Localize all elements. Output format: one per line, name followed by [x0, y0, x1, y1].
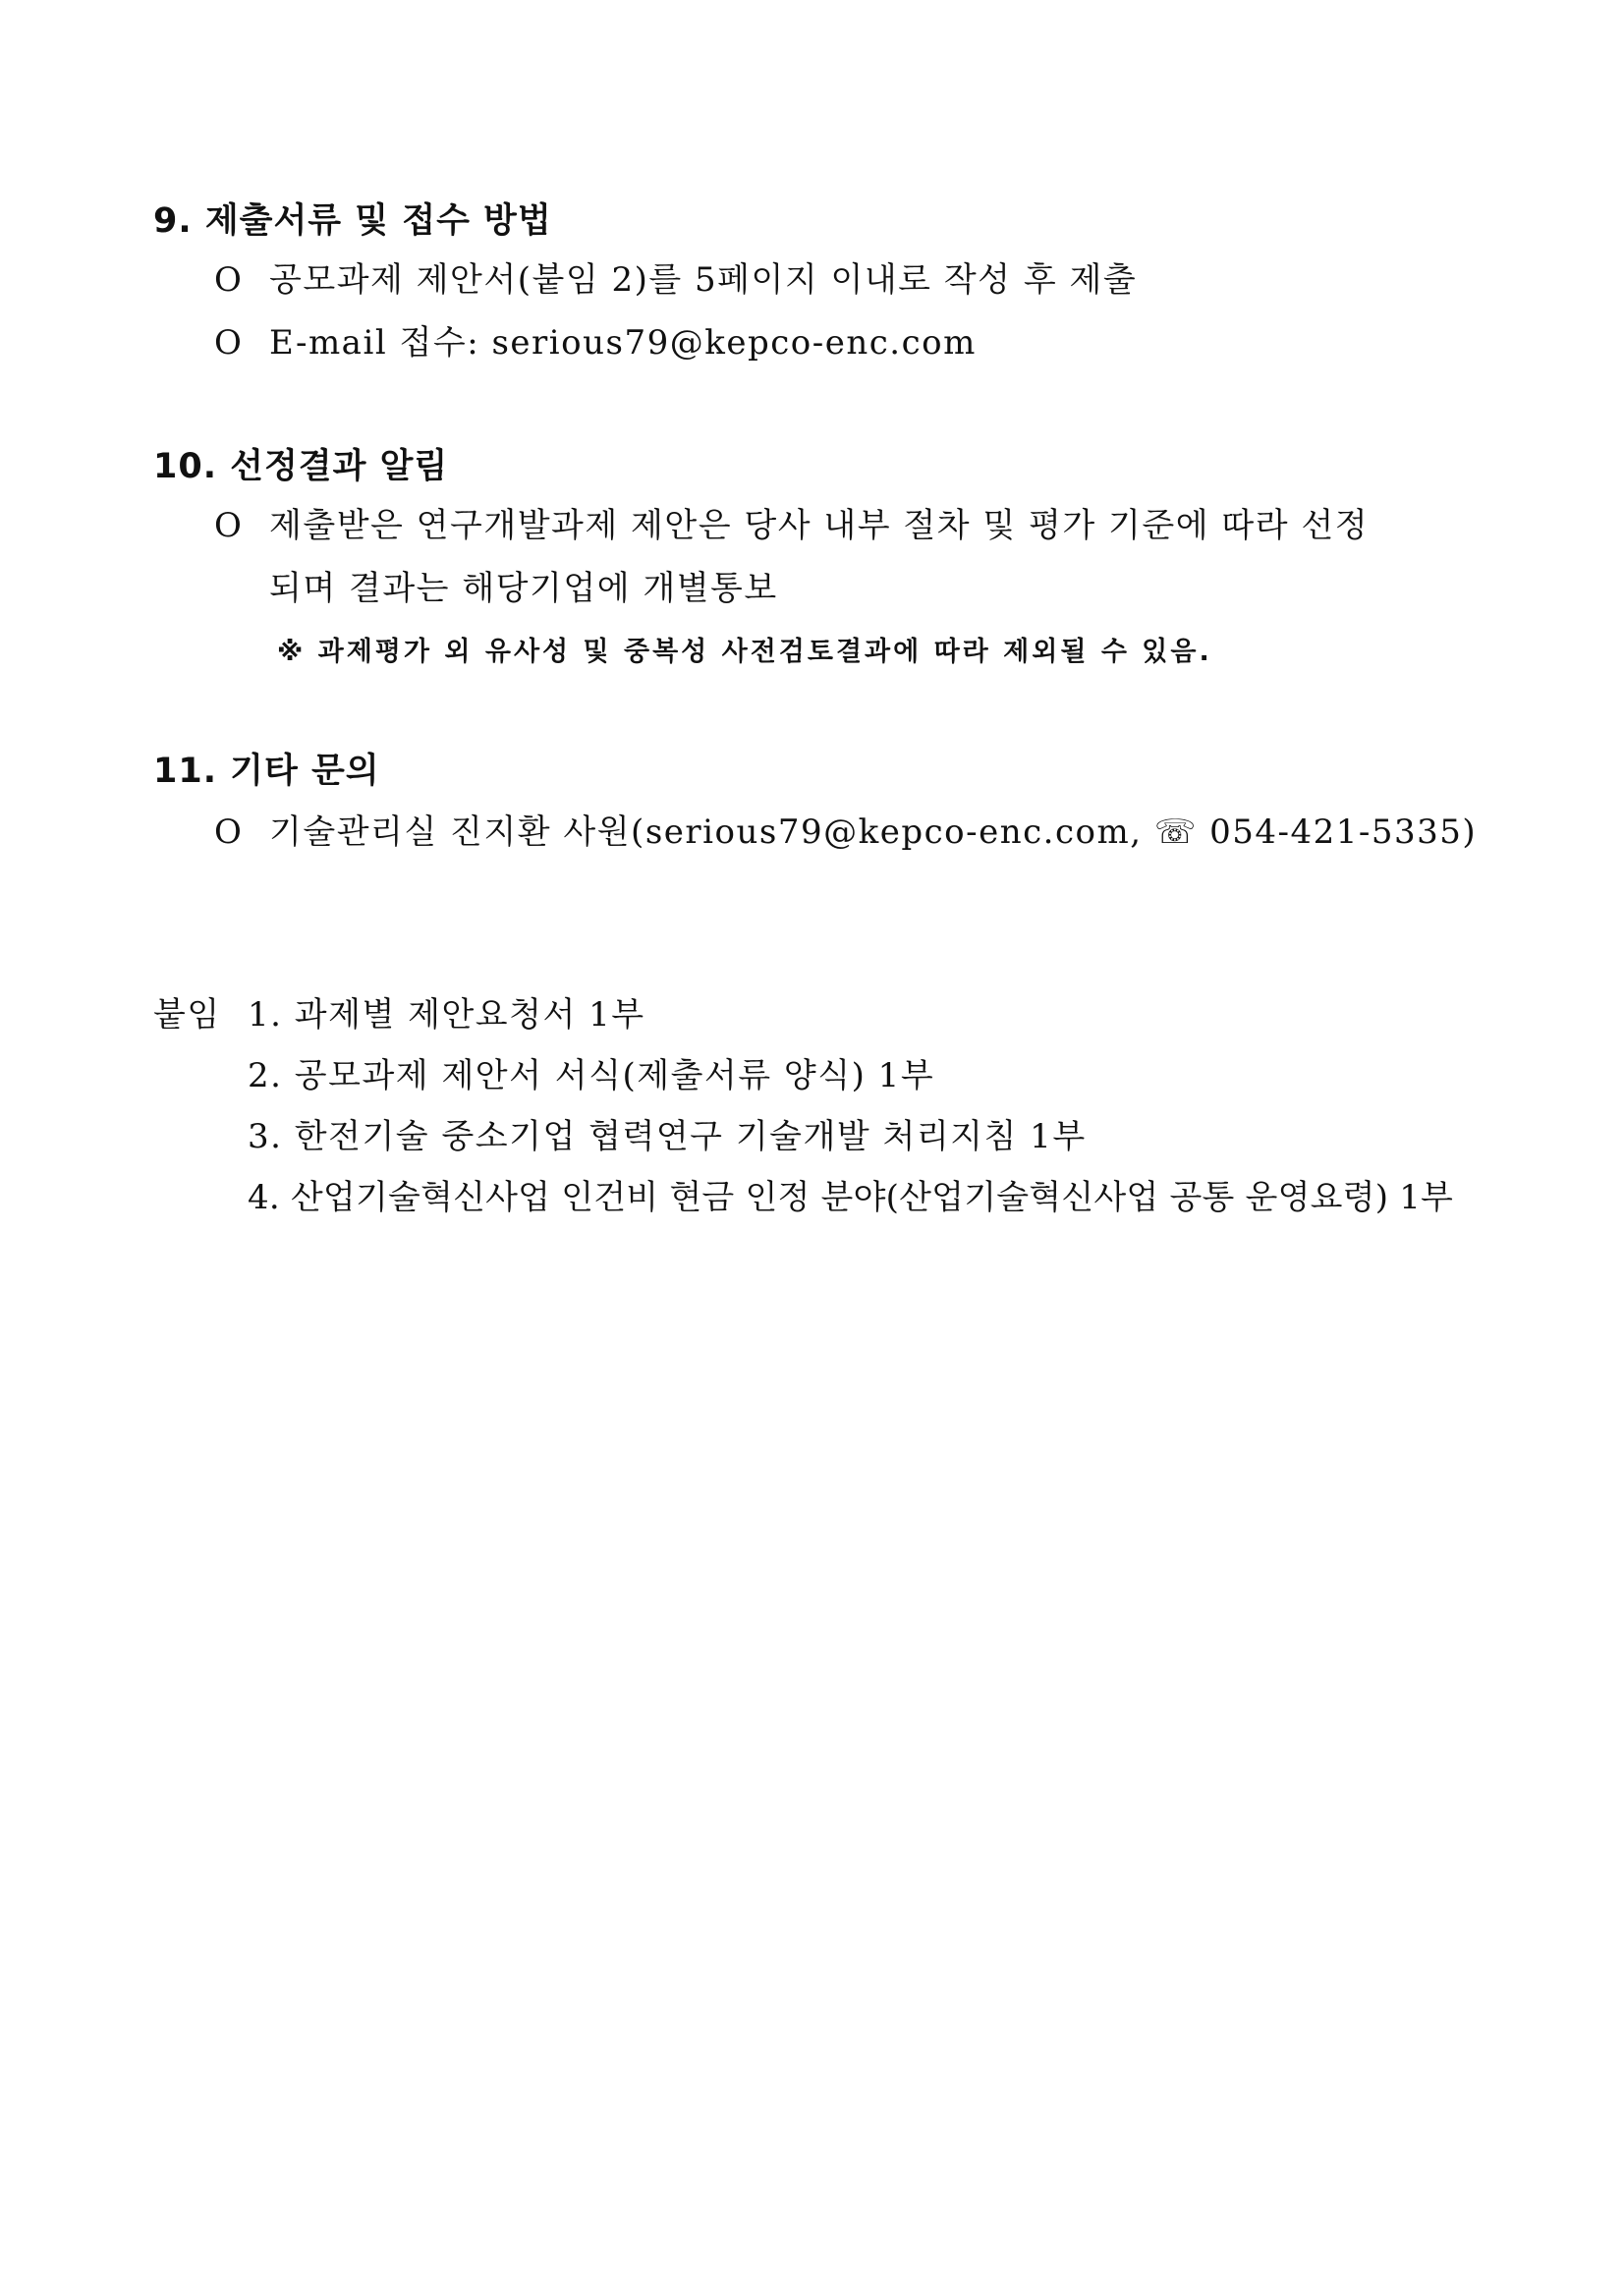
section-9-item-1-text: 공모과제 제안서(붙임 2)를 5페이지 이내로 작성 후 제출 [269, 260, 1138, 300]
circle-bullet-icon: O [214, 260, 244, 300]
attachment-number: 1. [248, 995, 283, 1035]
attachment-text: 산업기술혁신사업 인건비 현금 인정 분야(산업기술혁신사업 공통 운영요령) 1부 [290, 1178, 1454, 1217]
section-10-item-1-text: 제출받은 연구개발과제 제안은 당사 내부 절차 및 평가 기준에 따라 선정 [269, 506, 1370, 545]
attachments-label: 붙임 [153, 995, 221, 1035]
section-11-item-1-text: 기술관리실 진지환 사원(serious79@kepco-enc.com, ☏ 054-421-5335) [269, 812, 1478, 852]
attachment-item-3 [248, 1117, 1087, 1156]
section-10-item-1 [214, 506, 1370, 545]
attachment-text: 공모과제 제안서 서식(제출서류 양식) 1부 [294, 1056, 935, 1095]
section-10-item-1-continuation: 되며 결과는 해당기업에 개별통보 [269, 569, 778, 608]
attachment-number: 3. [248, 1117, 283, 1156]
circle-bullet-icon: O [214, 506, 244, 545]
section-10-heading: 10. 선정결과 알림 [153, 447, 449, 486]
attachment-item-1 [248, 995, 645, 1035]
circle-bullet-icon: O [214, 812, 244, 852]
section-9-item-2 [214, 323, 977, 363]
attachment-text: 과제별 제안요청서 1부 [294, 995, 645, 1035]
section-9-item-2-text: E-mail 접수: serious79@kepco-enc.com [269, 323, 977, 363]
attachment-number: 4. [248, 1178, 280, 1217]
attachment-number: 2. [248, 1056, 283, 1095]
section-10-note: ※ 과제평가 외 유사성 및 중복성 사전검토결과에 따라 제외될 수 있음. [277, 637, 1212, 667]
circle-bullet-icon: O [214, 323, 244, 363]
attachment-item-4 [248, 1178, 1454, 1217]
section-9-heading: 9. 제출서류 및 접수 방법 [153, 201, 552, 241]
attachment-item-2 [248, 1056, 935, 1095]
section-9-item-1 [214, 260, 1138, 300]
attachment-text: 한전기술 중소기업 협력연구 기술개발 처리지침 1부 [294, 1117, 1087, 1156]
section-11-item-1 [214, 812, 1478, 852]
section-11-heading: 11. 기타 문의 [153, 752, 380, 791]
